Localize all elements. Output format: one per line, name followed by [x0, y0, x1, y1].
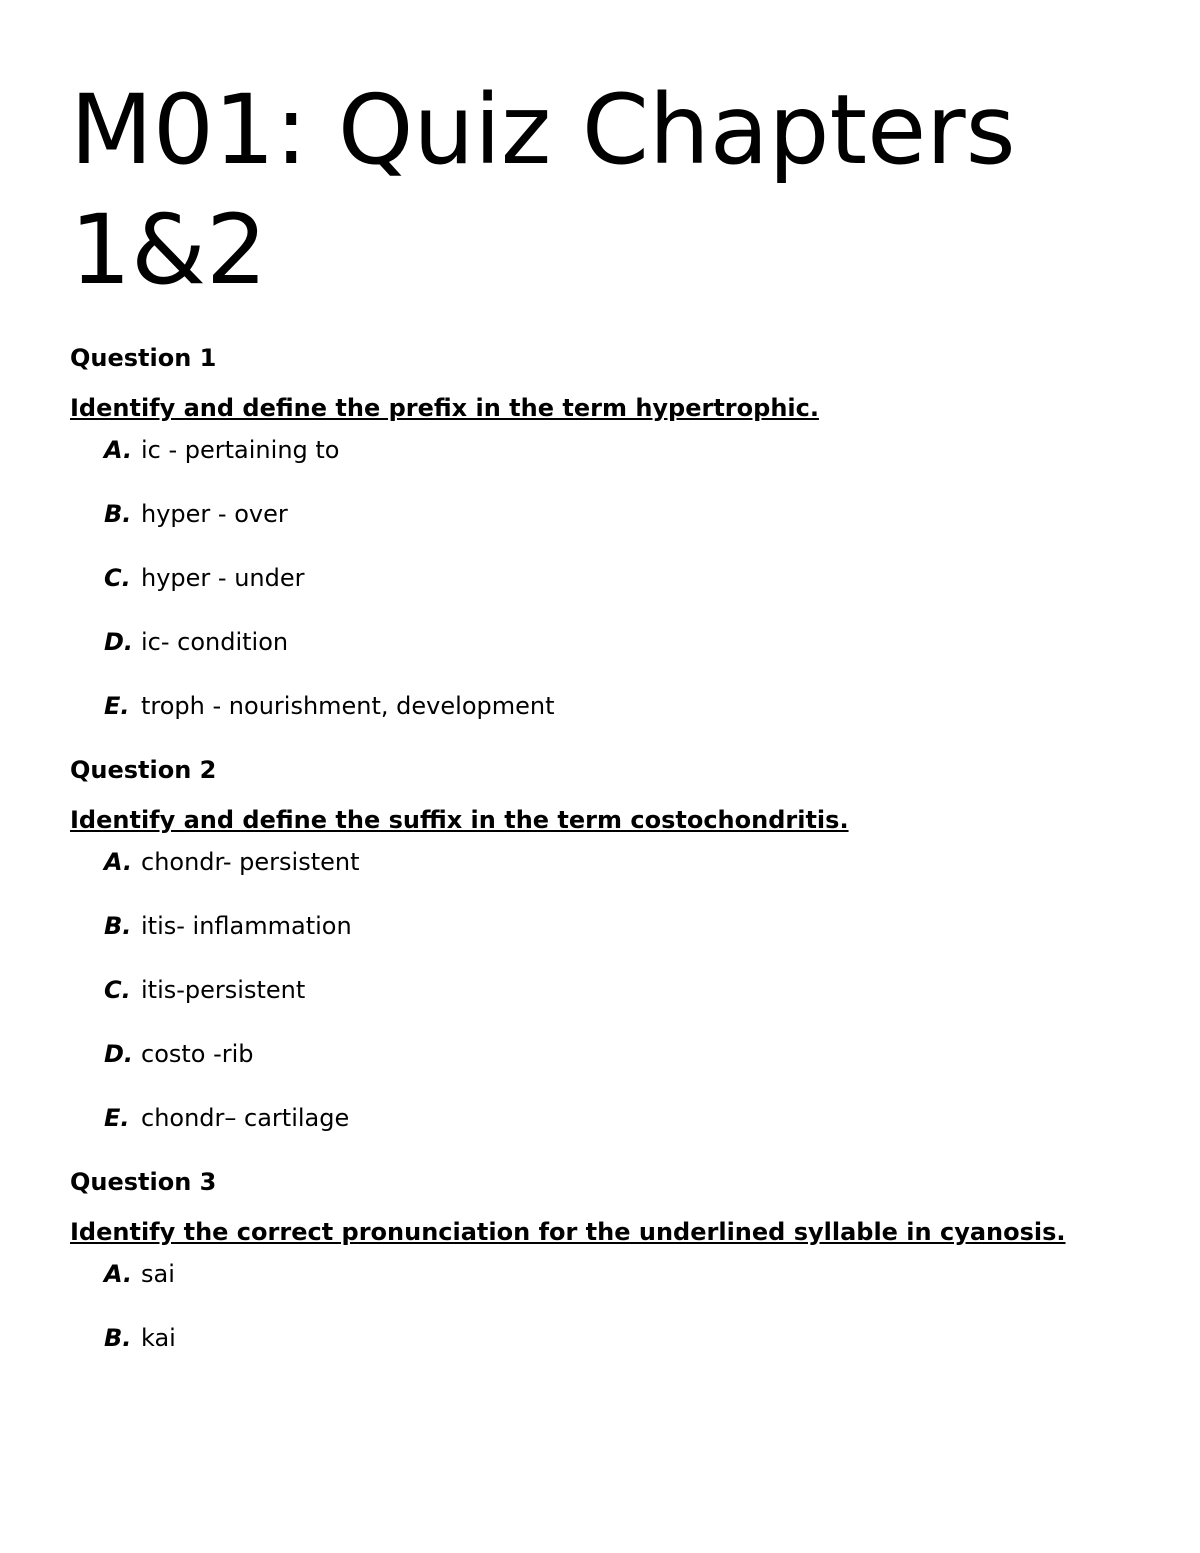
answer-option[interactable]: [104, 846, 1130, 878]
option-text: sai: [141, 1260, 175, 1288]
option-letter: D.: [104, 1040, 134, 1068]
option-text: ic- condition: [141, 628, 289, 656]
question-label: Question 3: [70, 1168, 217, 1196]
option-letter: D.: [104, 628, 134, 656]
option-text: itis- inflammation: [141, 912, 352, 940]
option-letter: A.: [104, 436, 133, 464]
option-text: kai: [141, 1324, 176, 1352]
option-letter: B.: [104, 1324, 132, 1352]
option-text: itis-persistent: [141, 976, 306, 1004]
answer-option[interactable]: [104, 1102, 1130, 1134]
question-label: Question 2: [70, 756, 217, 784]
answer-option[interactable]: [104, 910, 1130, 942]
option-letter: C.: [104, 976, 131, 1004]
answer-option[interactable]: [104, 1258, 1130, 1290]
answer-option[interactable]: [104, 434, 1130, 466]
document-page: [70, 70, 1130, 1386]
option-text: hyper - under: [141, 564, 305, 592]
option-text: chondr– cartilage: [141, 1104, 350, 1132]
answer-options: [70, 1258, 1130, 1354]
option-letter: E.: [104, 1104, 130, 1132]
option-text: troph - nourishment, development: [141, 692, 555, 720]
question-1: [70, 342, 1130, 722]
option-letter: C.: [104, 564, 131, 592]
question-3: [70, 1166, 1130, 1354]
question-label: Question 1: [70, 344, 217, 372]
answer-option[interactable]: [104, 974, 1130, 1006]
option-letter: A.: [104, 848, 133, 876]
question-prompt: Identify and define the suffix in the term costochondritis.: [70, 806, 849, 834]
option-text: ic - pertaining to: [141, 436, 340, 464]
answer-option[interactable]: [104, 626, 1130, 658]
answer-option[interactable]: [104, 690, 1130, 722]
question-prompt: Identify the correct pronunciation for the underlined syllable in cyanosis.: [70, 1218, 1066, 1246]
page-title: M01: Quiz Chapters 1&2: [70, 74, 1016, 306]
option-text: hyper - over: [141, 500, 288, 528]
answer-option[interactable]: [104, 498, 1130, 530]
question-2: [70, 754, 1130, 1134]
option-letter: B.: [104, 912, 132, 940]
option-text: costo -rib: [141, 1040, 254, 1068]
question-prompt: Identify and define the prefix in the term hypertrophic.: [70, 394, 819, 422]
answer-option[interactable]: [104, 562, 1130, 594]
option-letter: B.: [104, 500, 132, 528]
answer-options: [70, 434, 1130, 722]
option-letter: E.: [104, 692, 130, 720]
option-text: chondr- persistent: [141, 848, 360, 876]
answer-option[interactable]: [104, 1038, 1130, 1070]
answer-option[interactable]: [104, 1322, 1130, 1354]
option-letter: A.: [104, 1260, 133, 1288]
answer-options: [70, 846, 1130, 1134]
